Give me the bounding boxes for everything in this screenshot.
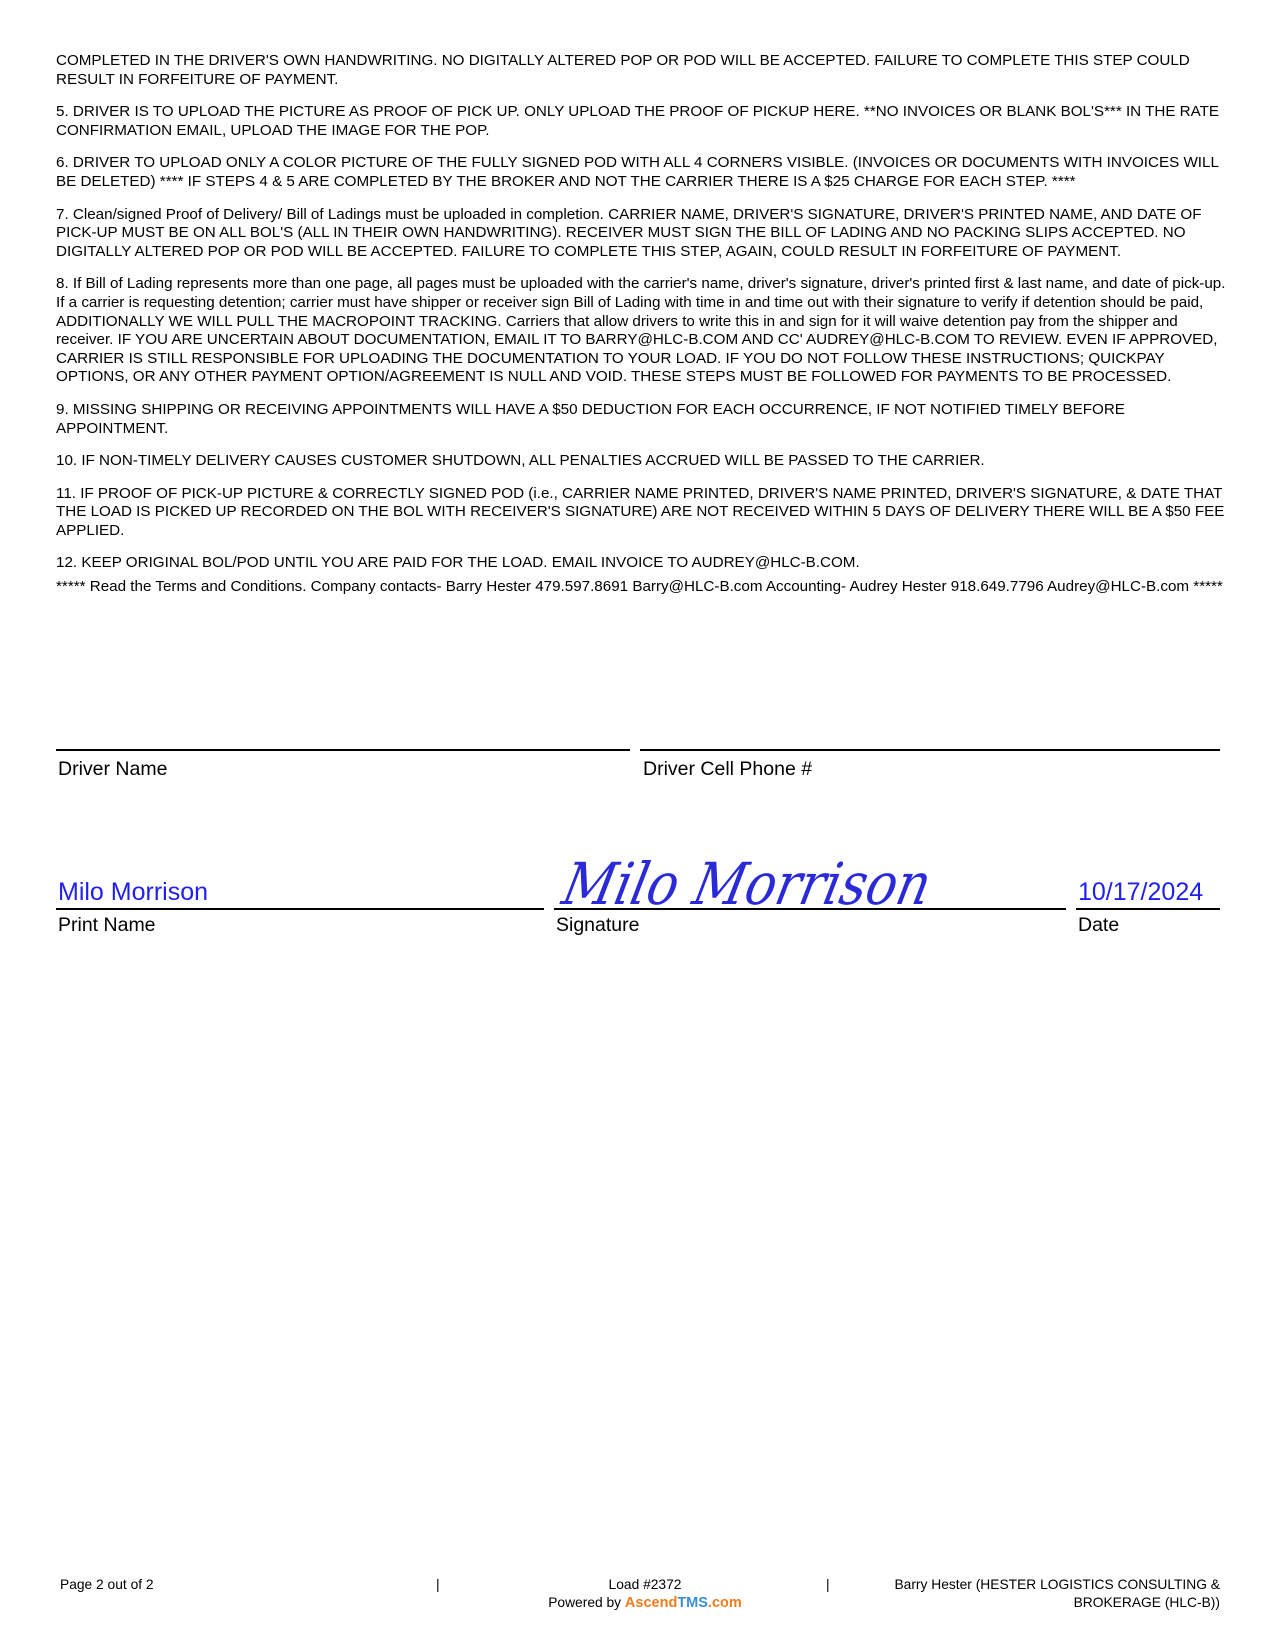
driver-phone-line xyxy=(640,749,1220,751)
print-name-value: Milo Morrison xyxy=(58,878,209,906)
svg-text:Milo Morrison: Milo Morrison xyxy=(557,850,992,918)
date-value: 10/17/2024 xyxy=(1078,878,1204,906)
term-6: 6. DRIVER TO UPLOAD ONLY A COLOR PICTURE OF THE FULLY SIGNED POD WITH ALL 4 CORNERS VISIBLE. (INVOICES OR DOCUMENTS WITH INVOICES WILL BE DELETED) **** IF STEPS 4 & 5 ARE COMPLETED BY THE BROKER AND NOT THE CARRIER THERE IS A $25 CHARGE FOR EACH STEP. **** xyxy=(56,154,1219,190)
term-8: 8. If Bill of Lading represents more than one page, all pages must be uploaded with the carrier's name, driver's signature, driver's printed first & last name, and date of pick-up. If a carrier is requesting detention; carrier must have shipper or receiver sign Bill of Lading with time in and time out with their signature to verify if detention should be paid, ADDITIONALLY WE WILL PULL THE MACROPOINT TRACKING. Carriers that allow drivers to write this in and sign for it will waive detention pay from the shipper and receiver. IF YOU ARE UNCERTAIN ABOUT DOCUMENTATION, EMAIL IT TO BARRY@HLC-B.COM AND CC' AUDREY@HLC-B.COM TO REVIEW. EVEN IF APPROVED, CARRIER IS STILL RESPONSIBLE FOR UPLOADING THE DOCUMENTATION TO YOUR LOAD. IF YOU DO NOT FOLLOW THESE INSTRUCTIONS; QUICKPAY OPTIONS, OR ANY OTHER PAYMENT OPTION/AGREEMENT IS NULL AND VOID. THESE STEPS MUST BE FOLLOWED FOR PAYMENTS TO BE PROCESSED. xyxy=(56,275,1226,386)
term-9: 9. MISSING SHIPPING OR RECEIVING APPOINTMENTS WILL HAVE A $50 DEDUCTION FOR EACH OCCURRENCE, IF NOT NOTIFIED TIMELY BEFORE APPOINTMENT. xyxy=(56,400,1125,437)
brand-tms: TMS xyxy=(677,1595,708,1611)
term-4-continued: COMPLETED IN THE DRIVER'S OWN HANDWRITING. NO DIGITALLY ALTERED POP OR POD WILL BE ACCEPTED. FAILURE TO COMPLETE THIS STEP COULD RESULT IN FORFEITURE OF PAYMENT. xyxy=(56,52,1190,88)
term-11: 11. IF PROOF OF PICK-UP PICTURE & CORRECTLY SIGNED POD (i.e., CARRIER NAME PRINTED, DRIVER'S NAME PRINTED, DRIVER'S SIGNATURE, & DATE THAT THE LOAD IS PICKED UP RECORDED ON THE BOL WITH RECEIVER'S SIGNATURE) ARE NOT RECEIVED WITHIN 5 DAYS OF DELIVERY THERE WILL BE A $50 FEE APPLIED. xyxy=(56,484,1225,539)
company-contacts: ***** Read the Terms and Conditions. Company contacts- Barry Hester 479.597.8691 Barry@HLC-B.com Accounting- Audrey Hester 918.649.7796 Audrey@HLC-B.com ***** xyxy=(56,578,1223,596)
print-name-line xyxy=(56,908,544,910)
page-number: Page 2 out of 2 xyxy=(60,1577,154,1592)
driver-name-label: Driver Name xyxy=(58,758,168,780)
term-10: 10. IF NON-TIMELY DELIVERY CAUSES CUSTOMER SHUTDOWN, ALL PENALTIES ACCRUED WILL BE PASSED TO THE CARRIER. xyxy=(56,452,985,470)
handwritten-signature-image xyxy=(556,838,992,918)
brand-dotcom: .com xyxy=(707,1595,742,1611)
footer-separator-left: | xyxy=(436,1577,440,1592)
driver-phone-label: Driver Cell Phone # xyxy=(643,758,813,780)
company-name: Barry Hester (HESTER LOGISTICS CONSULTING & BROKERAGE (HLC-B)) xyxy=(894,1577,1220,1610)
signature-label: Signature xyxy=(556,914,640,936)
term-7: 7. Clean/signed Proof of Delivery/ Bill of Ladings must be uploaded in completion. CARRIER NAME, DRIVER'S SIGNATURE, DRIVER'S PRINTED NAME, AND DATE OF PICK-UP MUST BE ON ALL BOL'S (ALL IN THEIR OWN HANDWRITING). RECEIVER MUST SIGN THE BILL OF LADING AND NO PACKING SLIPS ACCEPTED. NO DIGITALLY ALTERED POP OR POD WILL BE ACCEPTED. FAILURE TO COMPLETE THIS STEP, AGAIN, COULD RESULT IN FORFEITURE OF PAYMENT. xyxy=(56,205,1202,260)
driver-name-line xyxy=(56,749,630,751)
load-number: Load #2372 xyxy=(608,1577,682,1592)
print-name-label: Print Name xyxy=(58,914,156,936)
term-12: 12. KEEP ORIGINAL BOL/POD UNTIL YOU ARE PAID FOR THE LOAD. EMAIL INVOICE TO AUDREY@HLC-B.COM. xyxy=(56,554,860,572)
footer-separator-right: | xyxy=(826,1577,830,1592)
ascendtms-logo xyxy=(625,1595,742,1611)
powered-by xyxy=(520,1594,770,1612)
date-line xyxy=(1076,908,1220,910)
powered-by-label: Powered by xyxy=(548,1595,625,1610)
brand-ascend: Ascend xyxy=(624,1595,678,1611)
terms-text xyxy=(56,52,1226,611)
signature-line xyxy=(554,908,1066,910)
term-5: 5. DRIVER IS TO UPLOAD THE PICTURE AS PROOF OF PICK UP. ONLY UPLOAD THE PROOF OF PICKUP HERE. **NO INVOICES OR BLANK BOL'S*** IN THE RATE CONFIRMATION EMAIL, UPLOAD THE IMAGE FOR THE POP. xyxy=(56,103,1220,139)
date-label: Date xyxy=(1078,914,1120,936)
